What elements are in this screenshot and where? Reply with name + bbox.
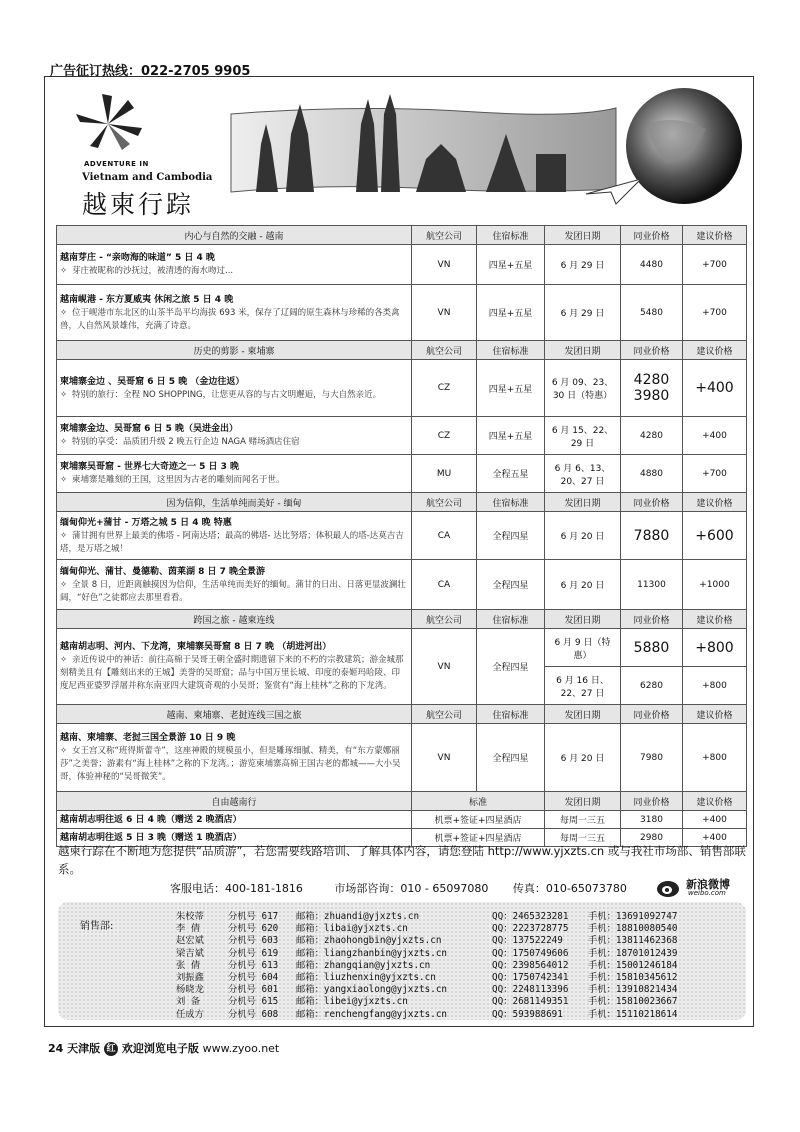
sales-name: 朱校蒂 [176,911,204,922]
sales-name: 张 倩 [176,959,201,971]
sales-phone[interactable]: 手机：13691092747 [588,911,678,922]
section-header-three-countries: 越南、柬埔寨、老挝连线三国之旅 航空公司 住宿标准 发团日期 同业价格 建议价格 [57,705,747,724]
tour-row[interactable]: 越南、柬埔寨、老挝三国全景游 10 日 9 晚 ✧ 女王宫又称“班得斯蕾寺”，这座神殿的规模虽小，但是雕琢细腻、精美，有“东方蒙娜丽莎”之美誉；游素有“海上桂林”之称的下龙湾。；游览柬埔寨高棉王国古老的都城——大小吴哥，体验神秘的“吴哥微笑”。 VN 全程四星 6 月 20 日 7980 +800 [57,724,747,792]
sales-person-row [176,945,708,957]
site-link[interactable]: www.zyoo.net [202,1042,280,1055]
sales-phone[interactable]: 手机：15001246184 [588,959,678,971]
logo-burst-icon [76,94,142,150]
tour-row[interactable]: 柬埔寨金边、吴哥窟 6 日 5 晚（吴进金出） ✧ 特别的享受：品质团升级 2 晚五行企边 NAGA 赌场酒店住宿 CZ 四星+五星 6 月 15、22、29 日 4280 +400 [57,417,747,455]
section-header-cambodia: 历史的剪影 - 柬埔寨 航空公司 住宿标准 发团日期 同业价格 建议价格 [57,341,747,360]
fax-number: 传真：010-65073780 [512,882,627,895]
sales-person-row [176,920,708,935]
sales-qq: QQ：2248113396 [492,984,569,996]
footer-intro: 越柬行踪在不断地为您提供“品质游”，若您需要线路培训、了解具体内容，请您登陆 http://www.yjxzts.cn 或与我社市场部、销售部联系。 [58,844,746,876]
sales-email[interactable]: 邮箱：zhaohongbin@yjxzts.cn [296,935,442,947]
sales-person-row [176,957,708,969]
tour-row[interactable]: 越南岘港 - 东方夏威夷 休闲之旅 5 日 4 晚 ✧ 位于岘港市东北区的山茶半岛平均海拔 693 米，保存了辽阔的原生森林与珍稀的各类禽兽，人自然风景雄伟，充满了诗意。 VN 四星+五星 6 月 29 日 5480 +700 [57,285,747,341]
sales-ext: 分机号 603 [228,935,279,947]
sales-name: 赵宏斌 [176,935,204,947]
sales-qq: QQ：2681149351 [492,996,569,1008]
tour-price-table [56,225,747,847]
sales-qq: QQ：1750749606 [492,947,569,959]
sales-ext: 分机号 604 [228,972,279,983]
sales-person-row [176,932,708,947]
sales-qq: QQ：137522249 [492,935,563,947]
sales-person-row [176,908,708,920]
tour-row[interactable]: 缅甸仰光、蒲甘、曼德勒、茵莱湖 8 日 7 晚全景游 ✧ 全景 8 日，近距离触摸因为信仰，生活单纯而美好的缅甸。蒲甘的日出、日落更显波澜壮阔，“好色”之徒都应去那里看看。 CA 全程四星 6 月 20 日 11300 +1000 [57,560,747,610]
logo-line2: Vietnam and Cambodia [82,172,213,183]
logo-chinese: 越柬行踪 [82,190,195,219]
sales-email[interactable]: 邮箱：libei@yjxzts.cn [296,996,408,1008]
sales-email[interactable]: 邮箱：yangxiaolong@yjxzts.cn [296,984,448,996]
page-number: 24 天津版 [48,1042,101,1055]
sales-phone[interactable]: 手机：15810023667 [588,996,678,1008]
sales-person-row [176,969,708,981]
sales-email[interactable]: 邮箱：zhuandi@yjxzts.cn [296,911,420,922]
market-phone: 市场部咨询：010 - 65097080 [334,882,489,895]
sales-email[interactable]: 邮箱：renchengfang@yjxzts.cn [296,1008,448,1020]
sales-phone[interactable]: 手机：13811462368 [588,935,678,947]
tour-row[interactable]: 缅甸仰光+蒲甘 - 万塔之城 5 日 4 晚 特惠 ✧ 蒲甘拥有世界上最美的佛塔 - 阿南达塔；最高的佛塔- 达比努塔；体积最人的塔-达莫吉吉塔，是万塔之城！ CA 全程四星 6 月 20 日 7880 +600 [57,512,747,560]
sales-name: 杨晓龙 [176,984,204,996]
section-header-free-travel: 自由越南行 标准 发团日期 同业价格 建议价格 [57,792,747,811]
welcome-text: 欢迎浏览电子版 [121,1042,199,1055]
tour-row[interactable]: 越南胡志明、河内、下龙湾，柬埔寨吴哥窟 8 日 7 晚 （胡进河出） ✧ 亲近传说中的神话：前往高棉于吴哥王朝全盛时期遗留下来的不朽的宗教建筑；游金城那刻精美且有【雕刻出来的王城】美誉的吴哥窟；品与中国万里长城、印度的泰姬玛哈陵、印度尼西亚婆罗浮屠并称东南亚四大建筑奇观的小吴哥；鉴赏有“海上桂林”之称的下龙湾。 VN 全程四星 6 月 9 日（特惠） 5880 +800 [57,629,747,667]
hong-badge-icon: 红 [104,1042,118,1056]
tour-row[interactable]: 越南芽庄 - “亲吻海的味道” 5 日 4 晚 ✧ 芽庄被昵称的沙抚过，被清透的海水吻过... VN 四星+五星 6 月 29 日 4480 +700 [57,245,747,285]
sales-ext: 分机号 615 [228,996,279,1008]
sales-qq: QQ：593988691 [492,1008,563,1020]
sales-email[interactable]: 邮箱：liangzhanbin@yjxzts.cn [296,947,448,959]
sales-name: 刘振鑫 [176,972,204,983]
sales-qq: QQ：2465323281 [492,911,569,922]
sales-phone[interactable]: 手机：15810345612 [588,972,678,983]
sales-person-row [176,981,708,996]
tour-row[interactable]: 柬埔寨吴哥窟 - 世界七大奇迹之一 5 日 3 晚 ✧ 柬埔寨是雕刻的王国，这里因为古老的雕刻而闻名于世。 MU 全程五星 6 月 6、13、20、27 日 4880 +700 [57,455,747,493]
sales-contact-box [58,902,746,1020]
sales-ext: 分机号 613 [228,959,279,971]
weibo-logo[interactable] [656,874,746,900]
sales-ext: 分机号 620 [228,923,279,935]
sales-qq: QQ：2398564012 [492,959,569,971]
sales-qq: QQ：1750742341 [492,972,569,983]
sales-qq: QQ：2223728775 [492,923,569,935]
tour-row-extra-date[interactable]: 6 月 16 日、22、27 日 6280 +800 [57,667,747,705]
service-phone: 客服电话：400-181-1816 [170,882,303,895]
tour-row[interactable]: 越南胡志明往返 5 日 3 晚（赠送 1 晚酒店） 机票+签证+四星酒店 每周一三五 2980 +400 [57,829,747,847]
sales-name: 任成方 [176,1008,204,1020]
sales-email[interactable]: 邮箱：liuzhenxin@yjxzts.cn [296,972,436,983]
tour-row[interactable]: 越南胡志明往返 6 日 4 晚（赠送 2 晚酒店） 机票+签证+四星酒店 每周一三五 3180 +400 [57,811,747,829]
sales-ext: 分机号 608 [228,1008,279,1020]
section-header-vietnam: 内心与自然的交融 - 越南 航空公司 住宿标准 发团日期 同业价格 建议价格 [57,226,747,245]
contact-line [170,880,627,896]
sales-person-row [176,1006,708,1018]
sales-email[interactable]: 邮箱：zhangqian@yjxzts.cn [296,959,431,971]
section-header-myanmar: 因为信仰，生活单纯而美好 - 缅甸 航空公司 住宿标准 发团日期 同业价格 建议价格 [57,493,747,512]
weibo-url: weibo.com [688,889,726,897]
sales-phone[interactable]: 手机：18810080540 [588,923,678,935]
sales-phone[interactable]: 手机：13910821434 [588,984,678,996]
sales-name: 梁吉斌 [176,947,204,959]
sales-phone[interactable]: 手机：15110218614 [588,1008,678,1020]
weibo-label: 新浪微博 [686,878,730,891]
sales-person-row [176,993,708,1008]
sales-email[interactable]: 邮箱：libai@yjxzts.cn [296,923,408,935]
sales-ext: 分机号 601 [228,984,279,996]
sales-ext: 分机号 619 [228,947,279,959]
ad-hotline: 广告征订热线：022-2705 9905 [50,64,251,79]
sales-label: 销售部: [80,921,114,932]
tour-row[interactable]: 柬埔寨金边 、吴哥窟 6 日 5 晚 （金边往返） ✧ 特别的旅行：全程 NO SHOPPING，让您更从容的与古文明邂逅，与大自然亲近。 CZ 四星+五星 6 月 09、23、30 日（特惠） 4280 3980 +400 [57,360,747,417]
page-footer [48,1040,279,1056]
sales-phone[interactable]: 手机：18701012439 [588,947,678,959]
sales-name: 李 倩 [176,923,201,935]
sales-ext: 分机号 617 [228,911,279,922]
weibo-icon [656,876,682,898]
sales-name: 刘 备 [176,996,201,1008]
section-header-vietnam-cambodia: 跨国之旅 - 越柬连线 航空公司 住宿标准 发团日期 同业价格 建议价格 [57,610,747,629]
logo-line1: ADVENTURE IN [84,160,149,168]
